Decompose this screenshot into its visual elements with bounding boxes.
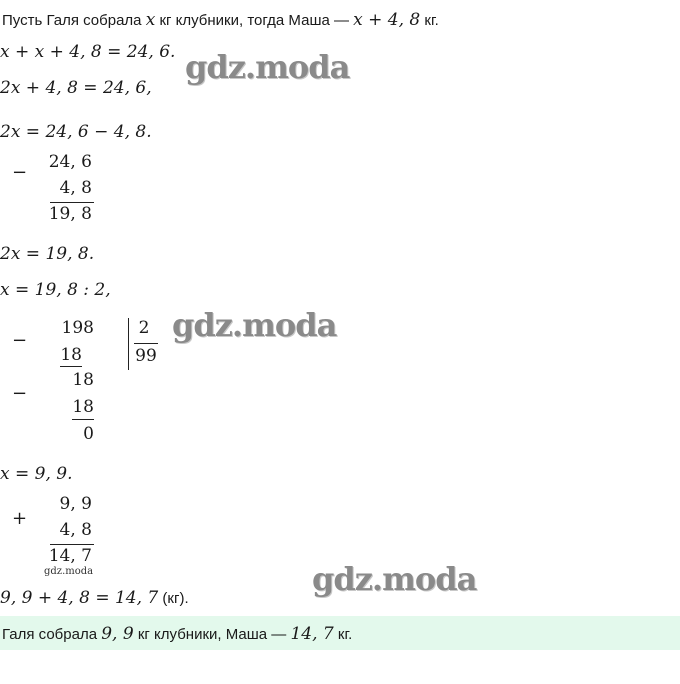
- addition-line: [50, 544, 94, 545]
- intro-line: [2, 10, 439, 30]
- equation-5: x = 19, 8 : 2,: [0, 280, 111, 300]
- addition-term-2: 4, 8: [59, 520, 92, 540]
- subtraction-minuend: 24, 6: [48, 152, 92, 172]
- watermark-logo-3: gdz.moda: [312, 560, 477, 598]
- intro-text-1: Пусть Галя собрала: [2, 12, 146, 29]
- answer-text: [2, 624, 352, 644]
- subtraction-operator: −: [12, 162, 28, 183]
- division-remainder-2: 0: [83, 424, 94, 444]
- answer-n1: 9, 9: [101, 624, 134, 644]
- division-divisor: 2: [138, 318, 150, 338]
- division-remainder-1: 18: [72, 370, 94, 390]
- equation-4: 2x = 19, 8.: [0, 244, 95, 264]
- equation-7-unit: (кг).: [158, 590, 189, 607]
- answer-t2: кг клубники, Маша —: [133, 626, 291, 643]
- intro-text-3: кг.: [420, 12, 439, 29]
- answer-t3: кг.: [333, 626, 353, 643]
- division-line-1: [60, 366, 82, 367]
- watermark-logo-1: gdz.moda: [185, 48, 350, 86]
- equation-1: x + x + 4, 8 = 24, 6.: [0, 42, 176, 62]
- answer-box: [0, 616, 680, 650]
- subtraction-line: [50, 202, 94, 203]
- watermark-small: gdz.moda: [44, 566, 94, 577]
- addition-term-1: 9, 9: [59, 494, 92, 514]
- division-bracket: [128, 318, 129, 370]
- division-subtract-1: 18: [60, 345, 82, 365]
- division-quotient: 99: [135, 346, 157, 366]
- intro-text-2: кг клубники, тогда Маша —: [155, 12, 354, 29]
- division-quotient-line: [134, 343, 158, 344]
- division-line-2: [72, 419, 94, 420]
- equation-3: 2x = 24, 6 − 4, 8.: [0, 122, 152, 142]
- addition-operator: +: [12, 508, 28, 529]
- intro-var: x: [145, 10, 156, 30]
- equation-6: x = 9, 9.: [0, 464, 73, 484]
- subtraction-result: 19, 8: [48, 204, 92, 224]
- division-dividend: 198: [61, 318, 94, 338]
- division-subtract-2: 18: [72, 397, 94, 417]
- equation-2: 2x + 4, 8 = 24, 6,: [0, 78, 152, 98]
- watermark-logo-2: gdz.moda: [172, 306, 337, 344]
- subtraction-subtrahend: 4, 8: [59, 178, 92, 198]
- division-operator-2: −: [12, 383, 28, 404]
- intro-expr: x + 4, 8: [353, 10, 421, 30]
- division-operator-1: −: [12, 330, 28, 351]
- equation-7-math: 9, 9 + 4, 8 = 14, 7: [0, 588, 159, 608]
- answer-n2: 14, 7: [290, 624, 334, 644]
- addition-result: 14, 7: [48, 546, 92, 566]
- answer-t1: Галя собрала: [2, 626, 102, 643]
- equation-7: [0, 588, 189, 608]
